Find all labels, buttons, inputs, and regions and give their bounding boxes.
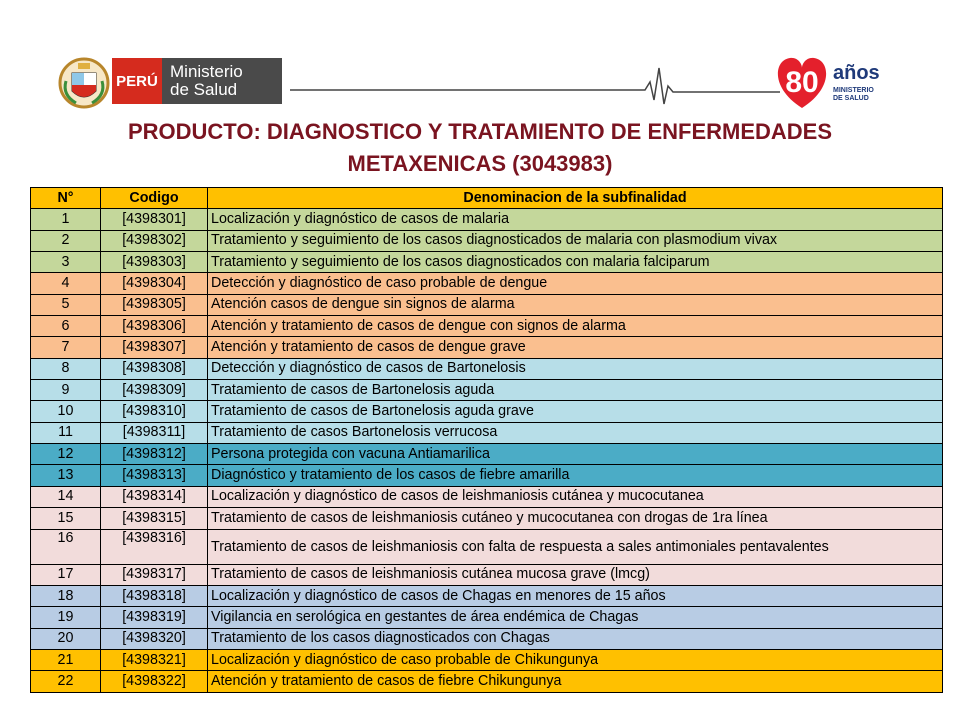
peru-coat-of-arms-icon: [58, 55, 110, 111]
row-code: [4398308]: [101, 358, 208, 379]
row-code: [4398322]: [101, 671, 208, 692]
table-row: [31, 273, 943, 294]
row-number: 9: [31, 380, 101, 401]
row-code: [4398315]: [101, 508, 208, 529]
row-number: 14: [31, 486, 101, 507]
row-code: [4398305]: [101, 294, 208, 315]
table-row: [31, 316, 943, 337]
anniversary-sub-1: MINISTERIO: [833, 87, 874, 94]
row-description: Tratamiento de casos de leishmaniosis cutáneo y mucocutanea con drogas de 1ra línea: [208, 508, 943, 529]
row-code: [4398306]: [101, 316, 208, 337]
row-number: 8: [31, 358, 101, 379]
row-number: 6: [31, 316, 101, 337]
row-code: [4398310]: [101, 401, 208, 422]
table-row: [31, 294, 943, 315]
row-description: Localización y diagnóstico de casos de leishmaniosis cutánea y mucocutanea: [208, 486, 943, 507]
peru-label: PERÚ: [116, 72, 158, 90]
row-number: 21: [31, 649, 101, 670]
row-description: Tratamiento y seguimiento de los casos diagnosticados de malaria con plasmodium vivax: [208, 230, 943, 251]
row-description: Tratamiento y seguimiento de los casos diagnosticados con malaria falciparum: [208, 252, 943, 273]
row-code: [4398314]: [101, 486, 208, 507]
table-row: [31, 252, 943, 273]
row-code: [4398303]: [101, 252, 208, 273]
header-number: N°: [31, 188, 101, 209]
ministerio-line-2: de Salud: [170, 80, 238, 99]
table-row: [31, 358, 943, 379]
row-code: [4398309]: [101, 380, 208, 401]
row-code: [4398316]: [101, 529, 208, 564]
row-code: [4398307]: [101, 337, 208, 358]
row-description: Localización y diagnóstico de casos de malaria: [208, 209, 943, 230]
peru-label-box: [112, 58, 162, 104]
row-code: [4398302]: [101, 230, 208, 251]
row-code: [4398312]: [101, 444, 208, 465]
row-description: Tratamiento de casos Bartonelosis verrucosa: [208, 422, 943, 443]
row-number: 1: [31, 209, 101, 230]
anniversary-word: años: [833, 62, 880, 84]
row-description: Tratamiento de casos de leishmaniosis cutánea mucosa grave (lmcg): [208, 564, 943, 585]
row-number: 15: [31, 508, 101, 529]
row-code: [4398301]: [101, 209, 208, 230]
slide-header: [0, 0, 960, 115]
table-row: [31, 585, 943, 606]
table-row: [31, 529, 943, 564]
row-description: Atención y tratamiento de casos de fiebre Chikungunya: [208, 671, 943, 692]
table-row: [31, 628, 943, 649]
header-code: Codigo: [101, 188, 208, 209]
anniversary-subtitle: [833, 87, 874, 103]
row-number: 10: [31, 401, 101, 422]
row-number: 12: [31, 444, 101, 465]
table-row: [31, 486, 943, 507]
header-description: Denominacion de la subfinalidad: [208, 188, 943, 209]
heartbeat-line-icon: [290, 62, 780, 107]
row-number: 11: [31, 422, 101, 443]
row-code: [4398311]: [101, 422, 208, 443]
subfinalidad-table: [30, 187, 943, 693]
row-number: 19: [31, 607, 101, 628]
row-description: Tratamiento de casos de Bartonelosis aguda grave: [208, 401, 943, 422]
row-number: 3: [31, 252, 101, 273]
row-code: [4398304]: [101, 273, 208, 294]
row-number: 20: [31, 628, 101, 649]
row-description: Tratamiento de casos de Bartonelosis aguda: [208, 380, 943, 401]
row-description: Persona protegida con vacuna Antiamarilica: [208, 444, 943, 465]
row-code: [4398321]: [101, 649, 208, 670]
row-code: [4398318]: [101, 585, 208, 606]
table-row: [31, 671, 943, 692]
anniversary-sub-2: DE SALUD: [833, 95, 869, 102]
table-row: [31, 607, 943, 628]
row-description: Detección y diagnóstico de caso probable de dengue: [208, 273, 943, 294]
page-title: [20, 116, 940, 180]
row-description: Detección y diagnóstico de casos de Bartonelosis: [208, 358, 943, 379]
row-description: Atención y tratamiento de casos de dengue con signos de alarma: [208, 316, 943, 337]
page-title-line-1: PRODUCTO: DIAGNOSTICO Y TRATAMIENTO DE ENFERMEDADES: [127, 119, 833, 144]
row-number: 16: [31, 529, 101, 564]
table-row: [31, 337, 943, 358]
table-row: [31, 444, 943, 465]
anniversary-number: 80: [785, 66, 819, 99]
row-code: [4398320]: [101, 628, 208, 649]
row-description: Vigilancia en serológica en gestantes de área endémica de Chagas: [208, 607, 943, 628]
row-number: 18: [31, 585, 101, 606]
row-code: [4398313]: [101, 465, 208, 486]
row-description: Diagnóstico y tratamiento de los casos de fiebre amarilla: [208, 465, 943, 486]
row-number: 22: [31, 671, 101, 692]
row-description: Tratamiento de casos de leishmaniosis con falta de respuesta a sales antimoniales pentavalentes: [208, 529, 943, 564]
row-description: Localización y diagnóstico de caso probable de Chikungunya: [208, 649, 943, 670]
ministerio-logo-box: [162, 58, 282, 104]
table-row: [31, 230, 943, 251]
table-header-row: [31, 188, 943, 209]
table-row: [31, 209, 943, 230]
row-description: Atención casos de dengue sin signos de alarma: [208, 294, 943, 315]
table-row: [31, 401, 943, 422]
row-description: Tratamiento de los casos diagnosticados con Chagas: [208, 628, 943, 649]
table-row: [31, 508, 943, 529]
table-row: [31, 422, 943, 443]
table-row: [31, 380, 943, 401]
table-row: [31, 465, 943, 486]
row-description: Localización y diagnóstico de casos de Chagas en menores de 15 años: [208, 585, 943, 606]
row-code: [4398319]: [101, 607, 208, 628]
ministerio-line-1: Ministerio: [170, 62, 243, 81]
row-number: 7: [31, 337, 101, 358]
row-number: 13: [31, 465, 101, 486]
page-title-line-2: METAXENICAS (3043983): [347, 151, 613, 176]
row-number: 2: [31, 230, 101, 251]
table-row: [31, 564, 943, 585]
row-description: Atención y tratamiento de casos de dengue grave: [208, 337, 943, 358]
row-number: 4: [31, 273, 101, 294]
row-code: [4398317]: [101, 564, 208, 585]
row-number: 17: [31, 564, 101, 585]
row-number: 5: [31, 294, 101, 315]
table-row: [31, 649, 943, 670]
